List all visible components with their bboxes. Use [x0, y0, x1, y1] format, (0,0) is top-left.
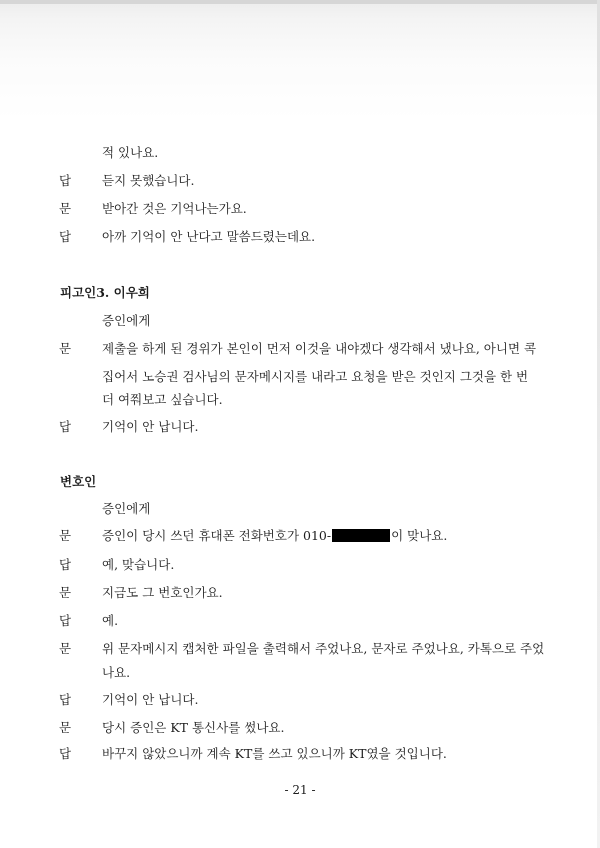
qa-label: 문 [59, 641, 72, 656]
qa-label: 답 [59, 173, 72, 188]
qa-label: 문 [59, 201, 72, 216]
qa-text: 위 문자메시지 캡처한 파일을 출력해서 주었나요, 문자로 주었나요, 카톡으로 주었 [102, 641, 545, 656]
qa-label: 답 [59, 613, 72, 628]
qa-label: 문 [59, 341, 72, 356]
phone-question-after: 이 맞나요. [391, 528, 448, 543]
qa-text: 예. [102, 613, 119, 628]
qa-text-wrap: 집어서 노승권 검사님의 문자메시지를 내라고 요청을 받은 것인지 그것을 한 번 [102, 369, 529, 384]
phone-question [102, 527, 542, 545]
qa-label: 답 [59, 419, 72, 434]
scan-top-edge [0, 0, 600, 4]
qa-label: 답 [59, 692, 72, 707]
qa-text: 예, 맞습니다. [102, 557, 175, 572]
qa-text: 아까 기억이 안 난다고 말씀드렸는데요. [102, 229, 316, 244]
qa-text-wrap: 나요. [102, 665, 131, 680]
qa-label: 답 [59, 229, 72, 244]
qa-text: 당시 증인은 KT 통신사를 썼나요. [102, 720, 285, 735]
qa-text: 기억이 안 납니다. [102, 692, 199, 707]
qa-label: 문 [59, 528, 72, 543]
qa-text: 받아간 것은 기억나는가요. [102, 201, 247, 216]
qa-text: 제출을 하게 된 경위가 본인이 먼저 이것을 내야겠다 생각해서 냈나요, 아니면 콕 [102, 341, 537, 356]
phone-question-before: 증인이 당시 쓰던 휴대폰 전화번호가 010- [102, 528, 332, 543]
qa-text: 기억이 안 납니다. [102, 419, 199, 434]
page-number: - 21 - [284, 783, 316, 797]
qa-label: 문 [59, 585, 72, 600]
section-title-counsel: 변호인 [60, 474, 97, 489]
redaction-bar [332, 529, 390, 542]
qa-label: 답 [59, 746, 72, 761]
qa-text: 듣지 못했습니다. [102, 173, 195, 188]
qa-label: 문 [59, 720, 72, 735]
qa-text: 바꾸지 않았으니까 계속 KT를 쓰고 있으니까 KT였을 것입니다. [102, 746, 447, 761]
addressee-label: 증인에게 [102, 501, 151, 516]
addressee-label: 증인에게 [102, 313, 151, 328]
qa-label: 답 [59, 557, 72, 572]
section-title-defendant: 피고인3. 이우희 [60, 285, 150, 300]
qa-text-wrap: 더 여쭤보고 싶습니다. [102, 392, 223, 407]
qa-text: 지금도 그 번호인가요. [102, 585, 223, 600]
continuation-line: 적 있나요. [102, 145, 159, 160]
